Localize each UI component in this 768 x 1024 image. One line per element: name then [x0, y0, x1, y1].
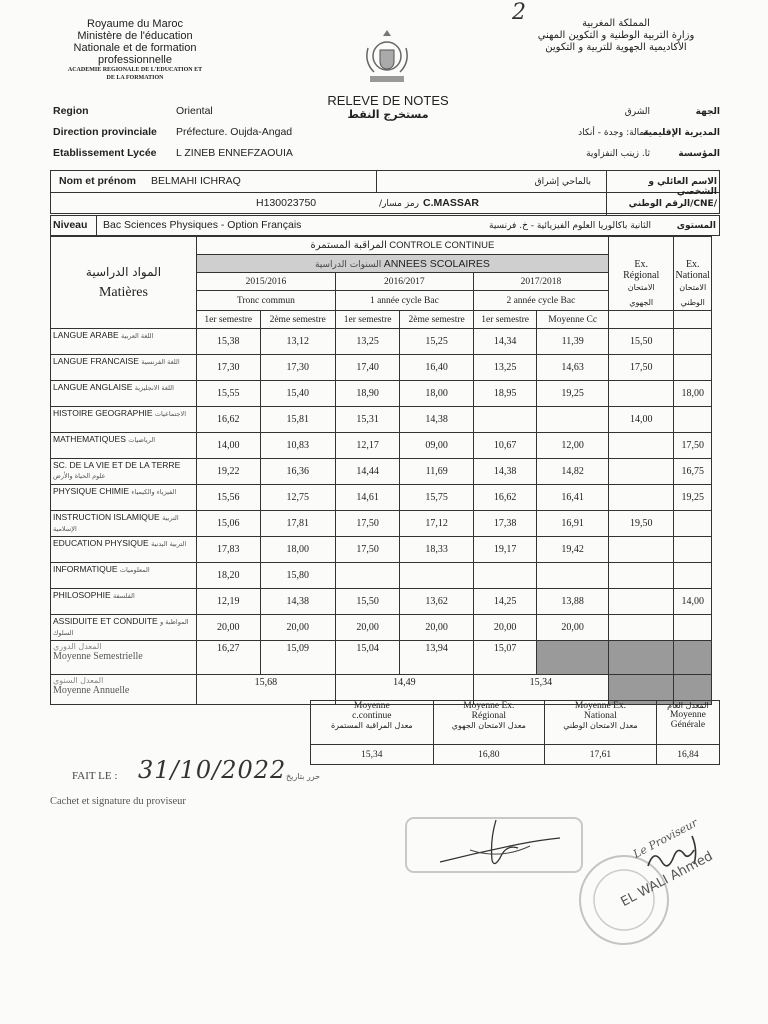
grade-cell: [674, 407, 712, 433]
summary-value: 16,80: [433, 745, 544, 765]
grade-cell: 14,00: [608, 407, 674, 433]
summary-header-line: Générale: [670, 720, 706, 730]
header-fr-line: professionnelle: [98, 54, 172, 66]
grade-cell: [674, 355, 712, 381]
grade-cell: 16,62: [196, 407, 260, 433]
page-title: RELEVE DE NOTES: [327, 93, 449, 108]
grade-cell: 17,30: [196, 355, 260, 381]
header-fr-line: Royaume du Maroc: [87, 18, 183, 30]
grade-cell: 12,17: [335, 433, 400, 459]
subject-ar: اللغة العربية: [121, 332, 154, 340]
proviseur-name: EL WALI Ahmed: [618, 848, 716, 911]
subject-ar: المواظبة و السلوك: [53, 618, 189, 637]
fait-le-label: FAIT LE :: [72, 770, 118, 782]
etab-ar-value: ثا. زينب النفزاوية: [586, 149, 650, 159]
table-row: [51, 355, 712, 381]
summary-value: 15,34: [311, 745, 434, 765]
grade-cell: 15,50: [608, 329, 674, 355]
level-1bac: 1 année cycle Bac: [335, 291, 473, 311]
academy-line: ACADEMIE REGIONALE DE L'EDUCATION ET: [67, 67, 203, 73]
subject-cell: [51, 537, 197, 563]
header-fr-line: Ministère de l'éducation: [77, 30, 193, 42]
grade-cell: 19,22: [196, 459, 260, 485]
grade-cell: 15,31: [335, 407, 400, 433]
grade-cell: [473, 563, 537, 589]
grade-cell: 13,62: [400, 589, 473, 615]
summary-header-line: Régional: [471, 711, 506, 721]
grade-cell: 15,25: [400, 329, 473, 355]
grade-cell: 15,56: [196, 485, 260, 511]
ann-avg-value: 14,49: [335, 675, 473, 705]
grade-cell: 14,82: [537, 459, 608, 485]
direction-label: Direction provinciale: [53, 126, 157, 138]
header-ar: [500, 18, 732, 54]
grade-cell: 19,25: [537, 381, 608, 407]
grade-cell: 14,34: [473, 329, 537, 355]
summary-header-ar: المعدل العام: [667, 701, 709, 710]
ex-regional-header: Ex. Régional الامتحان الجهوي: [608, 237, 674, 311]
level-2bac: 2 année cycle Bac: [473, 291, 608, 311]
subject-fr: LANGUE ANGLAISE: [53, 382, 133, 392]
semester-header: 1er semestre: [335, 311, 400, 329]
sem-avg-value: 15,07: [473, 641, 537, 675]
subject-fr: EDUCATION PHYSIQUE: [53, 538, 149, 548]
semester-header: 2ème semestre: [260, 311, 335, 329]
subject-cell: [51, 381, 197, 407]
subject-cell: [51, 485, 197, 511]
name-ar-label: الاسم العائلي و الشخصي: [648, 177, 717, 197]
grade-cell: 19,50: [608, 511, 674, 537]
table-row: [51, 511, 712, 537]
grade-cell: 15,80: [260, 563, 335, 589]
header-ar-line: الأكاديمية الجهوية للتربية و التكوين: [545, 42, 687, 53]
grade-cell: [608, 563, 674, 589]
grade-cell: 14,00: [196, 433, 260, 459]
summary-header-line: Moyenne: [669, 710, 706, 720]
name-label: Nom et prénom: [59, 175, 137, 187]
grade-cell: 15,06: [196, 511, 260, 537]
grade-cell: 14,38: [473, 459, 537, 485]
grade-cell: 16,41: [537, 485, 608, 511]
student-box: [50, 170, 720, 214]
grade-cell: [674, 615, 712, 641]
page-number-handwritten: 2: [512, 0, 526, 25]
grade-cell: 19,17: [473, 537, 537, 563]
semester-header: 2ème semestre: [400, 311, 473, 329]
grade-cell: [608, 589, 674, 615]
table-row: [51, 563, 712, 589]
subject-cell: [51, 355, 197, 381]
cachet-label: Cachet et signature du proviseur: [50, 796, 186, 807]
grade-cell: 11,69: [400, 459, 473, 485]
grade-cell: [400, 563, 473, 589]
grade-cell: 18,00: [260, 537, 335, 563]
level-tronc: Tronc commun: [196, 291, 335, 311]
table-row: [51, 485, 712, 511]
grade-cell: 17,12: [400, 511, 473, 537]
grade-cell: 14,38: [260, 589, 335, 615]
subject-fr: SC. DE LA VIE ET DE LA TERRE: [53, 460, 181, 470]
subject-cell: [51, 433, 197, 459]
subject-ar: الاجتماعيات: [154, 410, 187, 418]
grade-cell: 12,19: [196, 589, 260, 615]
grade-cell: 17,40: [335, 355, 400, 381]
grade-cell: 15,40: [260, 381, 335, 407]
etab-label: Etablissement Lycée: [53, 147, 157, 159]
table-row: [51, 459, 712, 485]
date-handwritten: 31/10/2022: [138, 756, 287, 784]
grade-cell: 14,25: [473, 589, 537, 615]
semester-header: 1er semestre: [473, 311, 537, 329]
grade-cell: 17,50: [335, 537, 400, 563]
direction-ar-value: عمالة: وجدة - أنكاد: [578, 128, 650, 138]
grade-cell: 17,30: [260, 355, 335, 381]
massar-ar-label: رمز مسار/: [379, 199, 419, 209]
niveau-ar-label: المستوى: [676, 221, 716, 231]
grade-cell: 17,50: [674, 433, 712, 459]
subject-fr: PHILOSOPHIE: [53, 590, 111, 600]
grade-cell: 16,91: [537, 511, 608, 537]
cne-ar-label: /CNE/الرقم الوطني: [628, 199, 717, 209]
academy-line: DE LA FORMATION: [106, 75, 164, 81]
etab-value: L ZINEB ENNEFZAOUIA: [176, 147, 293, 159]
grade-cell: 12,75: [260, 485, 335, 511]
ann-avg-label: المعدل السنوي Moyenne Annuelle: [51, 675, 197, 705]
table-row: [51, 589, 712, 615]
summary-header: [656, 701, 719, 745]
sem-avg-value: 15,04: [335, 641, 400, 675]
header-fr: [55, 18, 215, 82]
header-ar-line: المملكة المغربية: [582, 18, 650, 29]
sem-avg-value: 13,94: [400, 641, 473, 675]
subject-ar: المعلوميات: [119, 566, 150, 574]
subject-cell: [51, 459, 197, 485]
grade-cell: [608, 381, 674, 407]
ann-avg-value: 15,34: [473, 675, 608, 705]
proviseur-label: Le Proviseur: [631, 816, 700, 861]
subject-fr: INSTRUCTION ISLAMIQUE: [53, 512, 160, 522]
grade-cell: 15,75: [400, 485, 473, 511]
massar-label: C.MASSAR: [423, 197, 480, 209]
subject-ar: اللغة الفرنسية: [141, 358, 180, 366]
ann-avg-value: 15,68: [196, 675, 335, 705]
table-row: [51, 615, 712, 641]
summary-header-line: c.continue: [352, 711, 392, 721]
summary-header-line: Moyenne: [353, 701, 390, 711]
grade-cell: 18,95: [473, 381, 537, 407]
subject-fr: LANGUE ARABE: [53, 330, 119, 340]
grade-cell: 18,20: [196, 563, 260, 589]
grade-cell: 18,00: [400, 381, 473, 407]
grade-cell: 16,36: [260, 459, 335, 485]
table-row: [51, 329, 712, 355]
niveau-value: Bac Sciences Physiques - Option Français: [103, 219, 302, 231]
grade-cell: 09,00: [400, 433, 473, 459]
grade-cell: 20,00: [400, 615, 473, 641]
header-ar-line: وزارة التربية الوطنية و التكوين المهني: [537, 30, 695, 41]
stamp-rectangle-icon: [400, 810, 590, 880]
grade-cell: [674, 511, 712, 537]
grade-cell: 10,83: [260, 433, 335, 459]
grades-table: [50, 236, 712, 705]
grade-cell: 16,75: [674, 459, 712, 485]
summary-header-line: Moyenne Ex.: [574, 701, 626, 711]
subject-fr: LANGUE FRANCAISE: [53, 356, 139, 366]
table-row: [51, 537, 712, 563]
sem-avg-value: 15,09: [260, 641, 335, 675]
grade-cell: 18,90: [335, 381, 400, 407]
grade-cell: 20,00: [196, 615, 260, 641]
grade-cell: 15,55: [196, 381, 260, 407]
subject-cell: [51, 615, 197, 641]
header-fr-line: Nationale et de formation: [73, 42, 197, 54]
grade-cell: 17,50: [335, 511, 400, 537]
summary-header-ar: معدل الامتحان الوطني: [563, 721, 638, 730]
cne-value: H130023750: [256, 197, 317, 209]
semester-header: Moyenne Cc: [537, 311, 608, 329]
grade-cell: 18,00: [674, 381, 712, 407]
moroccan-emblem-icon: [362, 26, 412, 88]
region-label: Region: [53, 105, 89, 117]
subject-fr: PHYSIQUE CHIMIE: [53, 486, 130, 496]
summary-header: [545, 701, 657, 745]
grade-cell: [537, 563, 608, 589]
grade-cell: 20,00: [473, 615, 537, 641]
grade-cell: [335, 563, 400, 589]
table-row: [51, 407, 712, 433]
subject-cell: [51, 511, 197, 537]
grade-cell: 11,39: [537, 329, 608, 355]
grade-cell: 14,38: [400, 407, 473, 433]
subject-ar: التربية البدنية: [151, 540, 187, 548]
subject-cell: [51, 589, 197, 615]
subject-fr: HISTOIRE GEOGRAPHIE: [53, 408, 153, 418]
grade-cell: 17,38: [473, 511, 537, 537]
grade-cell: 10,67: [473, 433, 537, 459]
grade-cell: 19,25: [674, 485, 712, 511]
subject-ar: الرياضيات: [128, 436, 156, 444]
subject-ar: اللغة الانجليزية: [134, 384, 174, 392]
grade-cell: [608, 433, 674, 459]
grade-cell: 16,40: [400, 355, 473, 381]
subject-ar: الفلسفة: [113, 592, 135, 600]
subject-fr: INFORMATIQUE: [53, 564, 118, 574]
grade-cell: 16,62: [473, 485, 537, 511]
subject-cell: [51, 329, 197, 355]
niveau-ar-value: الثانية باكالوريا العلوم الفيزيائية - خ. فرنسية: [489, 221, 651, 231]
grade-cell: [473, 407, 537, 433]
annees-header: السنوات الدراسية ANNEES SCOLAIRES: [196, 255, 608, 273]
region-ar-value: الشرق: [624, 107, 650, 117]
grade-cell: 20,00: [537, 615, 608, 641]
direction-value: Préfecture. Oujda-Angad: [176, 126, 293, 138]
grade-cell: 17,81: [260, 511, 335, 537]
niveau-box: [50, 215, 720, 236]
etab-ar-label: المؤسسة: [678, 149, 720, 159]
summary-value: 17,61: [545, 745, 657, 765]
subject-fr: ASSIDUITE ET CONDUITE: [53, 616, 158, 626]
grade-cell: 20,00: [335, 615, 400, 641]
grade-cell: [674, 563, 712, 589]
sem-avg-label: المعدل الدوري Moyenne Semestrielle: [51, 641, 197, 675]
grade-cell: 14,61: [335, 485, 400, 511]
grade-cell: 15,81: [260, 407, 335, 433]
grade-cell: [608, 459, 674, 485]
summary-header-ar: معدل الامتحان الجهوي: [451, 721, 526, 730]
sem-avg-value: 16,27: [196, 641, 260, 675]
grade-cell: [674, 537, 712, 563]
grade-cell: [608, 615, 674, 641]
matieres-header: المواد الدراسية Matières: [51, 237, 197, 329]
year-2017: 2017/2018: [473, 273, 608, 291]
summary-header: [311, 701, 434, 745]
summary-value: 16,84: [656, 745, 719, 765]
grade-cell: 12,00: [537, 433, 608, 459]
grade-cell: [674, 329, 712, 355]
controle-header: المراقبة المستمرة CONTROLE CONTINUE: [196, 237, 608, 255]
semester-header: 1er semestre: [196, 311, 260, 329]
grade-cell: [608, 537, 674, 563]
grade-cell: 13,88: [537, 589, 608, 615]
niveau-label: Niveau: [53, 219, 88, 231]
subject-ar: الفيزياء والكيمياء: [131, 488, 177, 496]
grade-cell: 14,63: [537, 355, 608, 381]
region-value: Oriental: [176, 105, 213, 117]
grade-cell: [537, 407, 608, 433]
grade-cell: 15,38: [196, 329, 260, 355]
grade-cell: [608, 485, 674, 511]
subject-ar: التربية الإسلامية: [53, 514, 179, 533]
subject-ar: علوم الحياة والأرض: [53, 472, 106, 480]
grade-cell: 17,83: [196, 537, 260, 563]
name-value: BELMAHI ICHRAQ: [151, 175, 241, 187]
page-title-ar: مستخرج النقط: [347, 108, 429, 121]
summary-header-line: National: [584, 711, 617, 721]
grade-cell: 20,00: [260, 615, 335, 641]
table-row: [51, 381, 712, 407]
grade-cell: 19,42: [537, 537, 608, 563]
grade-cell: 18,33: [400, 537, 473, 563]
grade-cell: 13,25: [335, 329, 400, 355]
grade-cell: 14,44: [335, 459, 400, 485]
subject-cell: [51, 563, 197, 589]
grade-cell: 13,25: [473, 355, 537, 381]
subject-cell: [51, 407, 197, 433]
year-2015: 2015/2016: [196, 273, 335, 291]
ex-national-header: Ex. National الامتحان الوطني: [674, 237, 712, 311]
fait-ar-label: حرر بتاريخ: [286, 772, 321, 781]
summary-header-line: Moyenne Ex.: [463, 701, 515, 711]
year-2016: 2016/2017: [335, 273, 473, 291]
summary-header-ar: معدل المراقبة المستمرة: [330, 721, 413, 730]
region-ar-label: الجهة: [695, 107, 720, 117]
grade-cell: 14,00: [674, 589, 712, 615]
name-ar-value: بالماحي إشراق: [534, 177, 591, 187]
summary-header: [433, 701, 544, 745]
grade-cell: 17,50: [608, 355, 674, 381]
grade-cell: 13,12: [260, 329, 335, 355]
direction-ar-label: المديرية الإقليمية: [643, 128, 720, 138]
grade-cell: 15,50: [335, 589, 400, 615]
summary-table: [310, 700, 720, 765]
subject-fr: MATHEMATIQUES: [53, 434, 126, 444]
table-row: [51, 433, 712, 459]
